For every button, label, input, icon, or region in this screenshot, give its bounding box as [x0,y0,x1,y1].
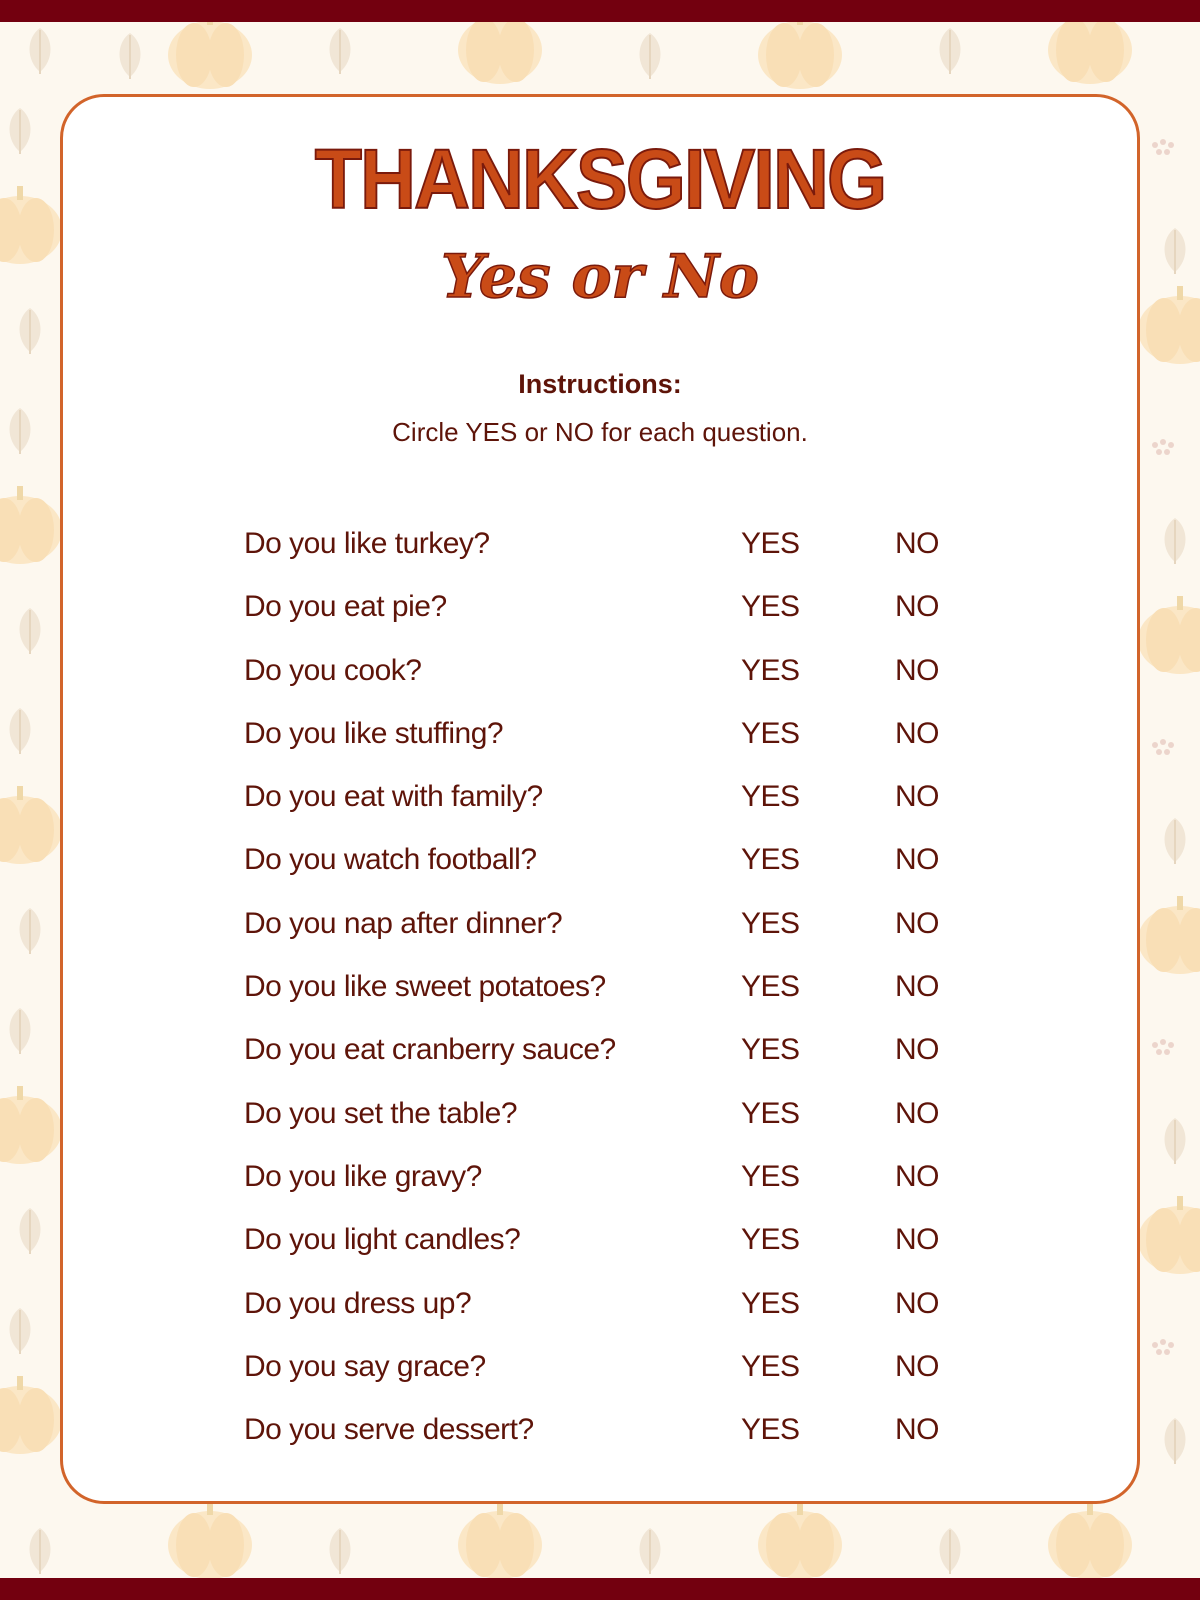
yes-option[interactable]: YES [741,1413,800,1447]
question-row [63,712,1137,775]
question-row [63,1408,1137,1471]
no-option[interactable]: NO [895,653,939,687]
no-option[interactable]: NO [895,970,939,1004]
no-option[interactable]: NO [895,843,939,877]
question-text: Do you like stuffing? [244,716,504,750]
no-option[interactable]: NO [895,906,939,940]
instructions-label: Instructions: [518,369,682,399]
question-text: Do you nap after dinner? [244,906,563,940]
yes-option[interactable]: YES [741,527,800,560]
yes-option[interactable]: YES [741,1349,800,1383]
no-option[interactable]: NO [895,1033,939,1067]
question-row [63,965,1137,1028]
question-text: Do you set the table? [244,1096,518,1130]
question-row [63,838,1137,901]
no-option[interactable]: NO [895,716,939,750]
question-row [63,1155,1137,1218]
question-row [63,1218,1137,1281]
no-option[interactable]: NO [895,590,939,624]
question-text: Do you like gravy? [244,1159,482,1193]
no-option[interactable]: NO [895,780,939,814]
no-option[interactable]: NO [895,1413,939,1447]
bottom-border-bar [0,1578,1200,1600]
no-option[interactable]: NO [895,527,939,560]
question-text: Do you like sweet potatoes? [244,970,606,1004]
question-text: Do you light candles? [244,1223,521,1257]
question-text: Do you eat pie? [244,590,447,624]
worksheet-subtitle: Yes or No [441,242,759,312]
question-row [63,1345,1137,1408]
no-option[interactable]: NO [895,1159,939,1193]
question-text: Do you like turkey? [244,527,490,560]
yes-option[interactable]: YES [741,716,800,750]
question-text: Do you dress up? [244,1286,472,1320]
question-row [63,1092,1137,1155]
question-row [63,775,1137,838]
question-row [63,902,1137,965]
yes-option[interactable]: YES [741,1223,800,1257]
no-option[interactable]: NO [895,1096,939,1130]
yes-option[interactable]: YES [741,843,800,877]
question-text: Do you say grace? [244,1349,486,1383]
worksheet-card [60,94,1140,1504]
yes-option[interactable]: YES [741,906,800,940]
top-border-bar [0,0,1200,22]
question-row [63,522,1137,585]
yes-option[interactable]: YES [741,1159,800,1193]
question-row [63,1282,1137,1345]
yes-option[interactable]: YES [741,1286,800,1320]
question-text: Do you eat with family? [244,780,543,814]
yes-option[interactable]: YES [741,1096,800,1130]
yes-option[interactable]: YES [741,780,800,814]
no-option[interactable]: NO [895,1286,939,1320]
yes-option[interactable]: YES [741,1033,800,1067]
yes-option[interactable]: YES [741,653,800,687]
yes-option[interactable]: YES [741,590,800,624]
question-text: Do you watch football? [244,843,537,877]
worksheet-title: THANKSGIVING [314,132,886,226]
no-option[interactable]: NO [895,1349,939,1383]
question-row [63,649,1137,712]
instructions-text: Circle YES or NO for each question. [392,417,808,447]
question-text: Do you cook? [244,653,422,687]
question-row [63,1028,1137,1091]
question-text: Do you eat cranberry sauce? [244,1033,616,1067]
question-text: Do you serve dessert? [244,1413,534,1447]
no-option[interactable]: NO [895,1223,939,1257]
yes-option[interactable]: YES [741,970,800,1004]
question-list [63,522,1137,1471]
question-row [63,585,1137,648]
